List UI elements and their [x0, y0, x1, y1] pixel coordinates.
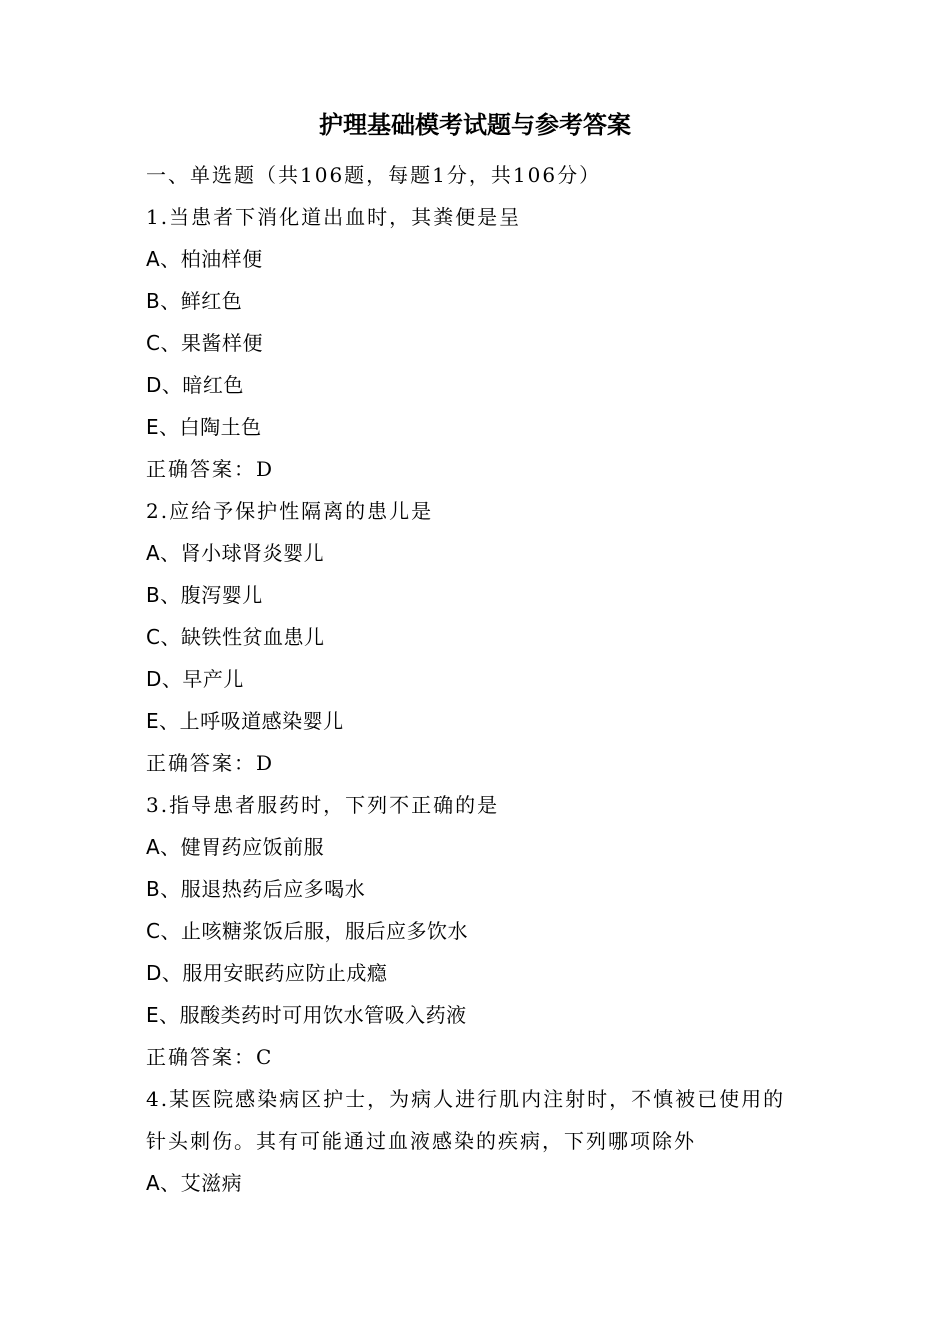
option-a: A、艾滋病	[146, 1171, 243, 1195]
question-stem: 1.当患者下消化道出血时，其粪便是呈	[146, 205, 522, 229]
option-b: B、服退热药后应多喝水	[146, 877, 366, 901]
option-a: A、健胃药应饭前服	[146, 835, 325, 859]
option-e: E、上呼吸道感染婴儿	[146, 709, 344, 733]
option-c: C、止咳糖浆饭后服，服后应多饮水	[146, 919, 468, 943]
option-a: A、柏油样便	[146, 247, 263, 271]
option-b: B、腹泻婴儿	[146, 583, 263, 607]
option-d: D、服用安眠药应防止成瘾	[146, 961, 388, 985]
question-stem: 2.应给予保护性隔离的患儿是	[146, 499, 434, 523]
document-title: 护理基础模考试题与参考答案	[319, 111, 631, 139]
option-d: D、早产儿	[146, 667, 244, 691]
question-stem-line-2: 针头刺伤。其有可能通过血液感染的疾病，下列哪项除外	[146, 1129, 696, 1153]
question-4	[146, 1078, 826, 1204]
option-a: A、肾小球肾炎婴儿	[146, 541, 325, 565]
option-c: C、果酱样便	[146, 331, 263, 355]
question-3	[146, 784, 826, 1078]
option-e: E、服酸类药时可用饮水管吸入药液	[146, 1003, 467, 1027]
question-stem-line-1: 4.某医院感染病区护士，为病人进行肌内注射时，不慎被已使用的	[146, 1087, 786, 1111]
question-2	[146, 490, 826, 784]
option-c: C、缺铁性贫血患儿	[146, 625, 325, 649]
correct-answer: 正确答案：D	[146, 751, 275, 775]
correct-answer: 正确答案：D	[146, 457, 275, 481]
question-stem: 3.指导患者服药时，下列不正确的是	[146, 793, 500, 817]
option-b: B、鲜红色	[146, 289, 243, 313]
section-heading: 一、单选题（共106题，每题1分，共106分）	[146, 163, 602, 187]
option-d: D、暗红色	[146, 373, 244, 397]
question-1	[146, 196, 826, 490]
correct-answer: 正确答案：C	[146, 1045, 274, 1069]
document-body	[146, 154, 826, 1204]
option-e: E、白陶土色	[146, 415, 262, 439]
